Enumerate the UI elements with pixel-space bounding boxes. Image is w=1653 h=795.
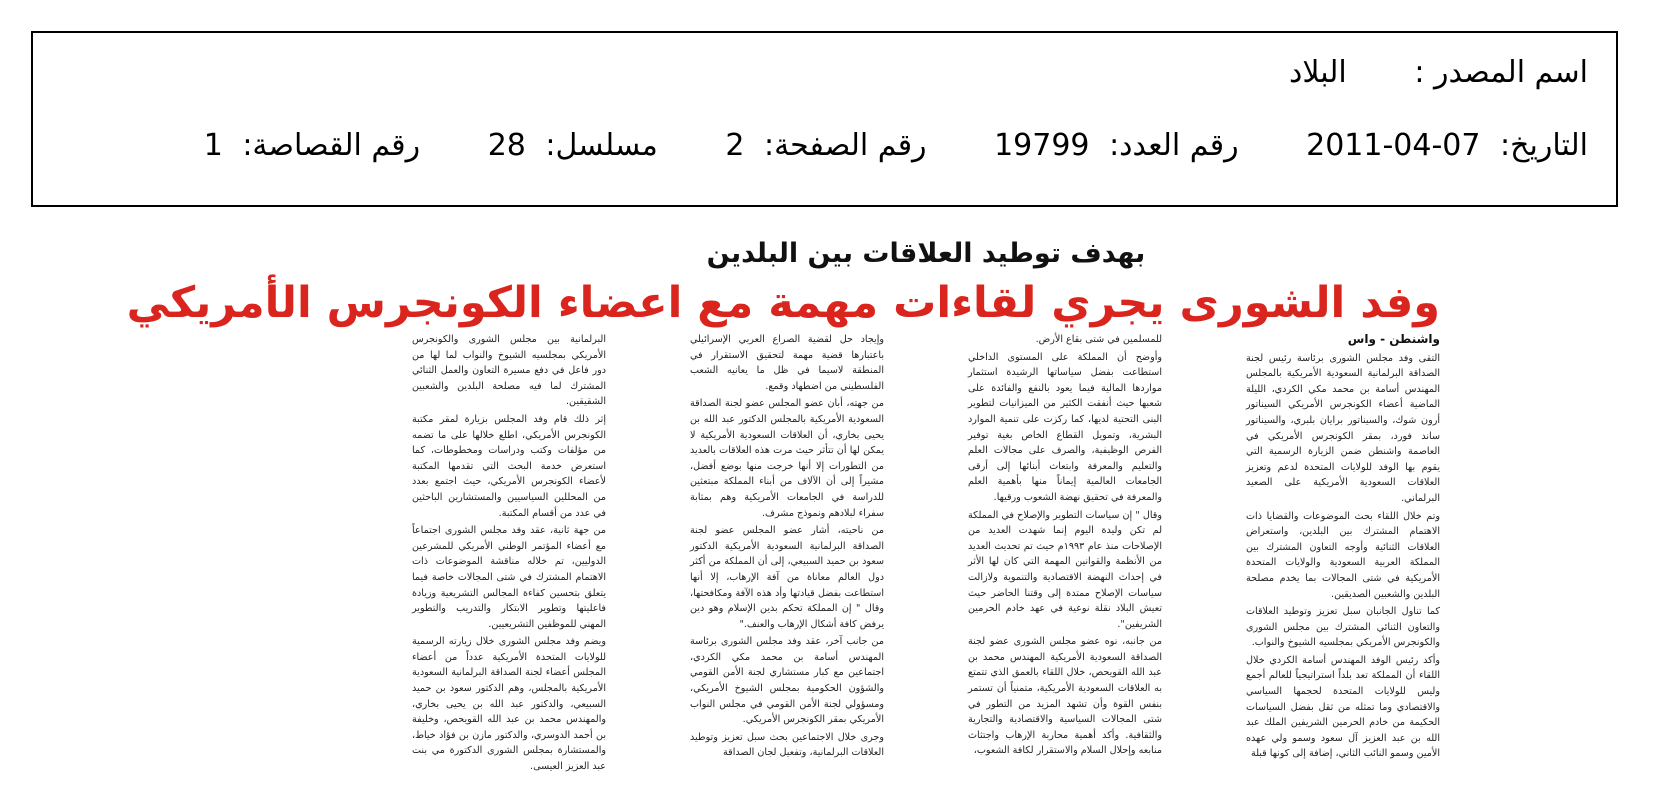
article-paragraph: وقال " إن سياسات التطوير والإصلاح في المملكة لم تكن وليدة اليوم إنما شهدت العديد من الإصلاحات منذ عام ١٩٩٣م حيث تم تحديث العديد من الأنظمة والقوانين المهمة التي كان لها الأثر في إحداث النهضة الاقتصادية والتنموية ولازالت سياسات الإصلاح ممتدة إلى وقتنا الحاضر حيث تعيش البلاد نقلة نوعية في عهد خادم الحرمين الشريفين". [968, 509, 1163, 630]
article-paragraph: وإيجاد حل لقضية الصراع العربي الإسرائيلي باعتبارها قضية مهمة لتحقيق الاستقرار في المنطقة لاسيما في ظل ما يعانيه الشعب الفلسطيني من اضطهاد وقمع. [690, 334, 884, 392]
article-paragraph: من جهته، أبان عضو المجلس عضو لجنة الصداقة السعودية الأمريكية بالمجلس الدكتور عبد الله بن يحيى بخاري، أن العلاقات السعودية الأمريكية لا يمكن لها أن تتأثر حيث مرت هذه العلاقات بالعديد من التطورات إلا أنها خرجت منها بوضع أفضل، مشيراً إلى أن الآلاف من أبناء المملكة مبتعثين للدراسة في الجامعات الأمريكية وهم بمثابة سفراء لبلادهم ونموذج مشرف. [690, 398, 884, 519]
article-paragraph: وأكد رئيس الوفد المهندس أسامة الكردي خلال اللقاء أن المملكة تعد بلداً استراتيجياً للعالم أجمع وليس للولايات المتحدة لحجمها السياسي والاقتصادي وما تمثله من ثقل بفضل السياسات الحكيمة من خادم الحرمين الشريفين الملك عبد الله بن عبد العزيز آل سعود وسمو ولي عهده الأمين وسمو النائب الثاني، إضافة إلى كونها قبلة [1246, 654, 1440, 760]
article-paragraph: التقى وفد مجلس الشورى برئاسة رئيس لجنة الصداقة البرلمانية السعودية الأمريكية بالمجلس المهندس أسامة بن محمد مكي الكردي، الليلة الماضية أعضاء الكونجرس الأمريكي السيناتور أرون شوك، والسيناتور برايان بلبري، والسيناتور ساند فورد، بمقر الكونجرس الأمريكي في العاصمة واشنطن ضمن الزيارة الرسمية التي يقوم بها الوفد للولايات المتحدة لدعم وتعزيز العلاقات السعودية الأمريكية على الصعيد البرلماني. [1246, 352, 1440, 504]
source-label: اسم المصدر : [1414, 55, 1588, 90]
page-value: 2 [725, 128, 745, 163]
serial-value: 28 [487, 128, 526, 163]
issue-value: 19799 [994, 128, 1090, 163]
article-headline: وفد الشورى يجري لقاءات مهمة مع اعضاء الكونجرس الأمريكي [126, 278, 1440, 328]
article-paragraph: ويضم وفد مجلس الشورى خلال زيارته الرسمية للولايات المتحدة الأمريكية عدداً من أعضاء المجلس أعضاء لجنة الصداقة البرلمانية السعودية الأمريكية بالمجلس، وهم الدكتور سعود بن حميد السبيعي، والدكتور عبد الله بن يحيى بخاري، والمهندس محمد بن عبد الله القويحص، وخليفة بن أحمد الدوسري، والدكتور مازن بن فؤاد خياط، والمستشارة بمجلس الشورى الدكتورة مي بنت عبد العزيز العيسى. [412, 636, 606, 773]
article-column-3 [690, 332, 884, 787]
article-paragraph: للمسلمين في شتى بقاع الأرض. [1035, 334, 1162, 345]
article-paragraph: من جانبه، نوه عضو مجلس الشورى عضو لجنة الصداقة السعودية الأمريكية المهندس محمد بن عبد الله القويحص، خلال اللقاء بالعمق الذي تتمتع به العلاقات السعودية الأمريكية، متمنياً أن تستمر بنفس القوة وأن تشهد المزيد من التطور في شتى المجالات السياسية والاقتصادية والتجارية والثقافية. وأكد أهمية محاربة الإرهاب واجتثاث منابعه وإحلال السلام والاستقرار لكافة الشعوب، [968, 636, 1162, 757]
article-paragraph: من جهة ثانية، عقد وفد مجلس الشورى اجتماعاً مع أعضاء المؤتمر الوطني الأمريكي للمشرعين الدوليين، تم خلاله مناقشة الموضوعات ذات الاهتمام المشترك في شتى المجالات خاصة فيما يتعلق بتحسين كفاءة المجالس التشريعية وزيادة فاعليتها وتطوير الابتكار والتدريب والتطوير المهني للموظفين التشريعيين. [412, 525, 606, 630]
article-paragraph: من جانب آخر، عقد وفد مجلس الشورى برئاسة المهندس أسامة بن محمد مكي الكردي، اجتماعين مع كبار مستشاري لجنة الأمن القومي والشؤون الحكومية بمجلس الشيوخ الأمريكي، ومسؤولي لجنة الأمن القومي في مجلس النواب الأمريكي بمقر الكونجرس الأمريكي. [690, 636, 884, 726]
article-paragraph: وتم خلال اللقاء بحث الموضوعات والقضايا ذات الاهتمام المشترك بين البلدين، واستعراض العلاقات الثنائية وأوجه التعاون المشترك بين المملكة العربية السعودية والولايات المتحدة الأمريكية في شتى المجالات بما يخدم مصلحة البلدين والشعبين الصديقين. [1246, 510, 1440, 600]
article-paragraph: إثر ذلك قام وفد المجلس بزيارة لمقر مكتبة الكونجرس الأمريكي، اطلع خلالها على ما تضمه من مؤلفات وكتب ودراسات ومخطوطات، كما استعرض خدمة البحث التي تقدمها المكتبة لأعضاء الكونجرس الأمريكي، حيث اجتمع بعدد من المحللين السياسيين والمستشارين الباحثين في عدد من أقسام المكتبة. [412, 413, 606, 519]
article-paragraph: من ناحيته، أشار عضو المجلس عضو لجنة الصداقة البرلمانية السعودية الأمريكية الدكتور سعود بن حميد السبيعي، إلى أن المملكة من أكثر دول العالم معاناة من آفة الإرهاب، إلا أنها استطاعت بفضل قيادتها وأد هذه الآفة ومكافحتها، وقال " إن المملكة تحكم بدين الإسلام وهو دين يرفض كافة أشكال الإرهاب والعنف." [690, 525, 884, 630]
article-column-4 [412, 332, 606, 787]
source-line [1289, 55, 1588, 90]
article-columns [412, 332, 1440, 787]
issue-label: رقم العدد: [1109, 128, 1239, 163]
serial-label: مسلسل: [545, 128, 658, 163]
newspaper-clipping [126, 232, 1440, 787]
page-label: رقم الصفحة: [763, 128, 927, 163]
source-value: البلاد [1288, 55, 1347, 90]
date-value: 2011-04-07 [1306, 128, 1481, 163]
article-paragraph: وجرى خلال الاجتماعين بحث سبل تعزيز وتوطيد العلاقات البرلمانية، وتفعيل لجان الصداقة [690, 731, 884, 759]
details-line [204, 128, 1588, 163]
article-dateline: واشنطن - واس [1347, 332, 1440, 346]
clipping-metadata-box [31, 31, 1618, 207]
article-column-1 [1246, 332, 1440, 787]
article-paragraph: وأوضح أن المملكة على المستوى الداخلي استطاعت بفضل سياساتها الرشيدة استثمار مواردها المالية فيما يعود بالنفع والفائدة على شعبها حيث أنفقت الكثير من الميزانيات لتطوير البنى التحتية لديها، كما ركزت على تنمية الموارد البشرية، وتمويل القطاع الخاص بغية توفير الفرص الوظيفية، والصرف على مجالات العلم والتعليم والمعرفة وابتعاث أبنائها إلى أرقى الجامعات العالمية إيماناً منها بأهمية العلم والمعرفة في تحقيق نهضة الشعوب ورقيها. [968, 351, 1162, 503]
article-paragraph: البرلمانية بين مجلس الشورى والكونجرس الأمريكي بمجلسيه الشيوخ والنواب لما لها من دور فاعل في دفع مسيرة التعاون والعمل الثنائي المشترك لما فيه مصلحة البلدين والشعبين الشقيقين. [412, 334, 606, 408]
article-column-2 [968, 332, 1162, 787]
article-paragraph: كما تناول الجانبان سبل تعزيز وتوطيد العلاقات والتعاون الثنائي المشترك بين مجلس الشورى والكونجرس الأمريكي بمجلسيه الشيوخ والنواب. [1246, 606, 1440, 649]
date-label: التاريخ: [1500, 128, 1588, 163]
clip-label: رقم القصاصة: [242, 128, 421, 163]
article-kicker: بهدف توطيد العلاقات بين البلدين [706, 238, 1146, 269]
clip-value: 1 [203, 128, 223, 163]
